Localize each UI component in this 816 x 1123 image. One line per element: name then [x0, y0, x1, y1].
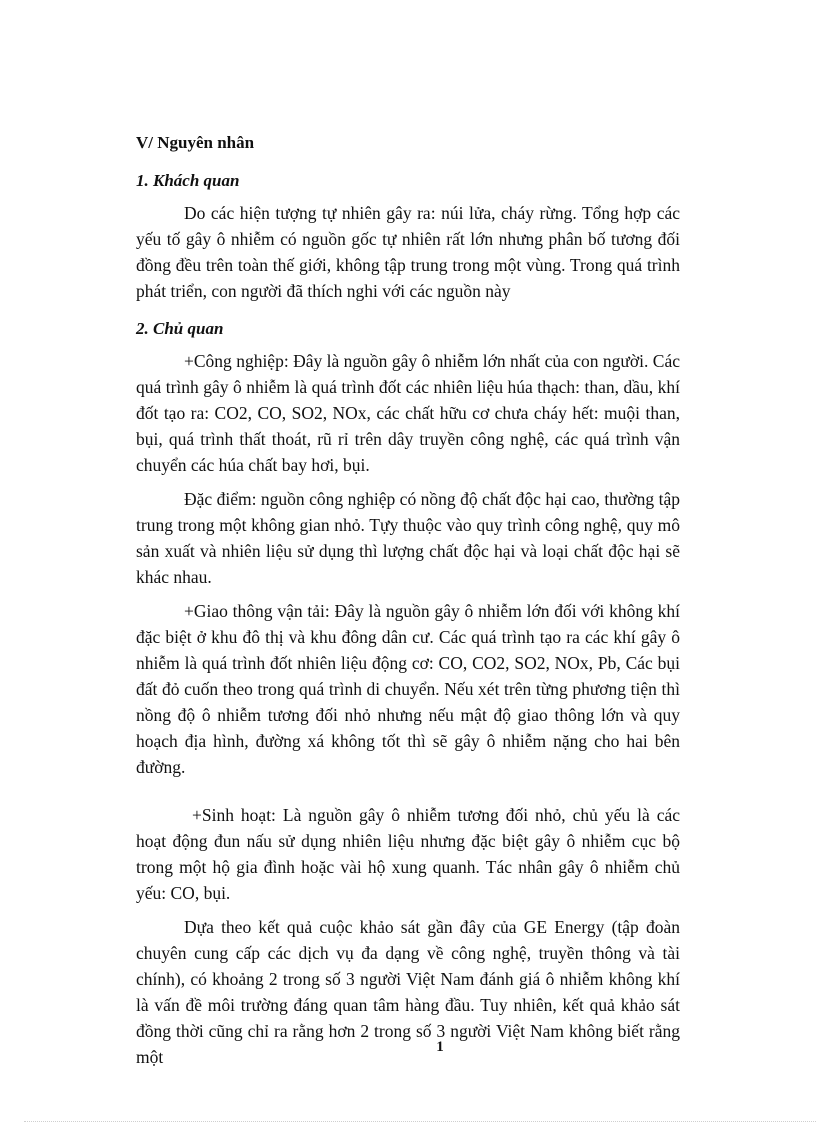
- paragraph-household: +Sinh hoạt: Là nguồn gây ô nhiễm tương đối nhỏ, chủ yếu là các hoạt động đun nấu sử dụng nhiên liệu nhưng đặc biệt gây ô nhiễm cục bộ trong một hộ gia đình hoặc vài hộ xung quanh. Tác nhân gây ô nhiễm chủ yếu: CO, bụi.: [136, 805, 680, 903]
- paragraph-ge-energy-survey: Dựa theo kết quả cuộc khảo sát gần đây của GE Energy (tập đoàn chuyên cung cấp các dịch vụ đa dạng về công nghệ, truyền thông và tài chính), có khoảng 2 trong số 3 người Việt Nam đánh giá ô nhiễm không khí là vấn đề môi trường đáng quan tâm hàng đầu. Tuy nhiên, kết quả khảo sát đồng thời cũng chỉ ra rằng hơn 2 trong số 3 người Việt Nam không biết rằng một: [136, 917, 680, 1067]
- paragraph-industry-characteristics: Đặc điểm: nguồn công nghiệp có nồng độ chất độc hại cao, thường tập trung trong một không gian nhỏ. Tựy thuộc vào quy trình công nghệ, quy mô sản xuất và nhiên liệu sử dụng thì lượng chất độc hại và loại chất độc hại sẽ khác nhau.: [136, 489, 680, 587]
- page-bottom-border: [24, 1121, 816, 1122]
- page-content: [136, 130, 680, 1078]
- spacer: [136, 788, 680, 802]
- paragraph-industry: +Công nghiệp: Đây là nguồn gây ô nhiễm lớn nhất của con người. Các quá trình gây ô nhiễm là quá trình đốt các nhiên liệu húa thạch: than, dầu, khí đốt tạo ra: CO2, CO, SO2, NOx, các chất hữu cơ chưa cháy hết: muội than, bụi, quá trình thất thoát, rũ rỉ trên dây truyền công nghệ, các quá trình vận chuyển các húa chất bay hơi, bụi.: [136, 351, 680, 475]
- section-heading: V/ Nguyên nhân: [136, 133, 255, 152]
- page-number: 1: [436, 1039, 444, 1055]
- paragraph-transport: +Giao thông vận tải: Đây là nguồn gây ô nhiễm lớn đối với không khí đặc biệt ở khu đô thị và khu đông dân cư. Các quá trình tạo ra các khí gây ô nhiễm là quá trình đốt nhiên liệu động cơ: CO, CO2, SO2, NOx, Pb, Các bụi đất đỏ cuốn theo trong quá trình di chuyển. Nếu xét trên từng phương tiện thì nồng độ ô nhiễm tương đối nhỏ nhưng nếu mật độ giao thông lớn và quy hoạch địa hình, đường xá không tốt thì sẽ gây ô nhiễm nặng cho hai bên đường.: [136, 601, 680, 777]
- paragraph-objective-causes: Do các hiện tượng tự nhiên gây ra: núi lửa, cháy rừng. Tổng hợp các yếu tố gây ô nhiễm có nguồn gốc tự nhiên rất lớn nhưng phân bố tương đối đồng đều trên toàn thế giới, không tập trung trong một vùng. Trong quá trình phát triển, con người đã thích nghi với các nguồn này: [136, 203, 680, 301]
- subsection-title-subjective: 2. Chủ quan: [136, 319, 224, 338]
- subsection-title-objective: 1. Khách quan: [136, 171, 240, 190]
